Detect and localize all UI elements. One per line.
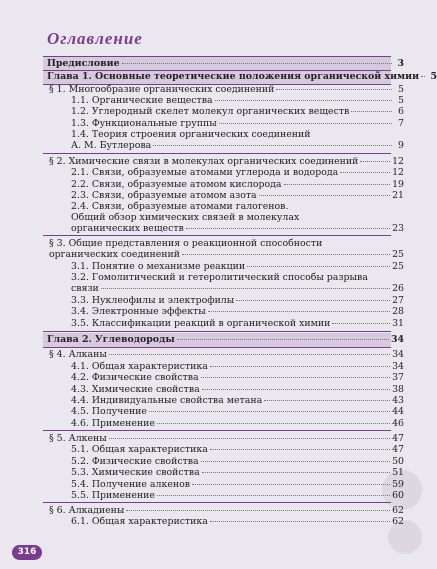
toc-entry-page: 19 xyxy=(392,179,404,190)
toc-entry-page: 25 xyxy=(392,249,404,260)
dot-leader xyxy=(264,400,390,401)
toc-entry-title: § 2. Химические связи в молекулах органических соединений xyxy=(49,156,359,167)
divider-rule xyxy=(43,153,391,154)
toc-subsection-row[interactable] xyxy=(71,490,404,501)
toc-subsection-row[interactable] xyxy=(71,190,404,201)
toc-subsection-row[interactable] xyxy=(71,384,404,395)
toc-entry-title: 4.5. Получение xyxy=(71,406,147,417)
toc-entry-title: 6.1. Общая характеристика xyxy=(71,516,208,527)
divider-rule xyxy=(43,347,391,348)
toc-entry-page: 12 xyxy=(392,156,404,167)
toc-entry-title: § 4. Алканы xyxy=(49,349,107,360)
toc-subsection-row[interactable] xyxy=(71,516,404,527)
dot-leader xyxy=(284,184,391,185)
toc-subsection-row[interactable] xyxy=(71,140,404,151)
toc-entry-page: 6 xyxy=(398,106,404,117)
toc-section-row[interactable] xyxy=(49,249,404,260)
toc-entry-page: 50 xyxy=(392,456,404,467)
toc-entry-page: 47 xyxy=(392,444,404,455)
toc-entry-page: 62 xyxy=(392,505,404,516)
toc-entry-title: 4.4. Индивидуальные свойства метана xyxy=(71,395,263,406)
divider-rule xyxy=(43,430,391,431)
toc-section-row[interactable] xyxy=(49,156,404,167)
toc-subsection-row[interactable] xyxy=(71,118,404,129)
toc-entry-page: 51 xyxy=(392,467,404,478)
dot-leader xyxy=(126,510,390,511)
toc-entry-title: § 1. Многообразие органических соединений xyxy=(49,84,275,95)
dot-leader xyxy=(157,495,390,496)
toc-entry-page: 62 xyxy=(392,516,404,527)
toc-entry-title: 1.3. Функциональные группы xyxy=(71,118,217,129)
toc-entry-page: 34 xyxy=(392,361,404,372)
toc-entry-title: 2.1. Связи, образуемые атомами углерода и водорода xyxy=(71,167,339,178)
page-number-badge: 316 xyxy=(12,545,42,560)
toc-section-row[interactable] xyxy=(49,433,404,444)
divider-rule xyxy=(43,56,391,57)
dot-leader xyxy=(149,411,390,412)
dot-leader xyxy=(210,366,390,367)
toc-entry-page: 23 xyxy=(392,223,404,234)
toc-entry-page: 34 xyxy=(392,349,404,360)
toc-subsection-row[interactable] xyxy=(71,261,404,272)
toc-entry-page: 7 xyxy=(398,118,404,129)
toc-entry-title: 2.2. Связи, образуемые атомом кислорода xyxy=(71,179,282,190)
toc-entry-title: 5.5. Применение xyxy=(71,490,155,501)
toc-entry-page: 46 xyxy=(392,418,404,429)
toc-entry-title: § 3. Общие представления о реакционной способности xyxy=(49,238,323,249)
toc-entry-title: 3.2. Гомолитический и гетеролитический способы разрыва xyxy=(71,272,368,283)
dot-leader xyxy=(215,100,392,101)
toc-entry-title: § 6. Алкадиены xyxy=(49,505,125,516)
dot-leader xyxy=(360,161,390,162)
toc-entry-title: А. М. Бутлерова xyxy=(71,140,152,151)
toc-entry-page: 5 xyxy=(430,71,437,82)
toc-entry-page: 60 xyxy=(392,490,404,501)
toc-entry-page: 44 xyxy=(392,406,404,417)
toc-section-row[interactable] xyxy=(49,238,404,249)
dot-leader xyxy=(276,89,392,90)
dot-leader xyxy=(101,288,390,289)
dot-leader xyxy=(177,339,389,340)
divider-rule xyxy=(43,331,391,332)
toc-entry-title: 1.2. Углеродный скелет молекул органических веществ xyxy=(71,106,350,117)
toc-entry-page: 25 xyxy=(392,261,404,272)
toc-subsection-row[interactable] xyxy=(71,406,404,417)
dot-leader xyxy=(332,323,390,324)
toc-entry-title: § 5. Алкены xyxy=(49,433,107,444)
toc-subsection-row[interactable] xyxy=(71,318,404,329)
toc-subsection-row[interactable] xyxy=(71,223,404,234)
toc-section-row[interactable] xyxy=(49,349,404,360)
toc-section-row[interactable] xyxy=(49,505,404,516)
toc-subsection-row[interactable] xyxy=(71,129,404,140)
dot-leader xyxy=(122,63,392,64)
dot-leader xyxy=(340,172,390,173)
toc-entry-page: 9 xyxy=(398,140,404,151)
toc-entry-title: 1.4. Теория строения органических соединений xyxy=(71,129,311,140)
toc-entry-page: 27 xyxy=(392,295,404,306)
toc-entry-title: 3.1. Понятие о механизме реакции xyxy=(71,261,246,272)
toc-entry-page: 5 xyxy=(398,84,404,95)
toc-entry-title: 4.3. Химические свойства xyxy=(71,384,200,395)
toc-entry-title: 4.6. Применение xyxy=(71,418,155,429)
toc-subsection-row[interactable] xyxy=(71,479,404,490)
toc-entry-page: 47 xyxy=(392,433,404,444)
dot-leader xyxy=(351,111,392,112)
dot-leader xyxy=(202,472,390,473)
toc-subsection-row[interactable] xyxy=(71,167,404,178)
toc-subsection-row[interactable] xyxy=(71,201,404,212)
toc-entry-title: 5.2. Физические свойства xyxy=(71,456,199,467)
toc-entry-page: 21 xyxy=(392,190,404,201)
toc-entry-title: 5.4. Получение алкенов xyxy=(71,479,191,490)
dot-leader xyxy=(236,300,390,301)
toc-entry-page: 12 xyxy=(392,167,404,178)
toc-entry-page: 34 xyxy=(390,334,404,345)
toc-entry-page: 37 xyxy=(392,372,404,383)
dot-leader xyxy=(186,228,390,229)
dot-leader xyxy=(208,311,390,312)
divider-rule xyxy=(43,235,391,236)
toc-entry-page: 43 xyxy=(392,395,404,406)
toc-entry-title: органических соединений xyxy=(49,249,181,260)
toc-entry-title: 3.3. Нуклеофилы и электрофилы xyxy=(71,295,235,306)
toc-entry-page: 5 xyxy=(398,95,404,106)
toc-entry-title: 4.2. Физические свойства xyxy=(71,372,199,383)
toc-subsection-row[interactable] xyxy=(71,306,404,317)
dot-leader xyxy=(153,145,392,146)
toc-subsection-row[interactable] xyxy=(71,212,404,223)
page-title: Оглавление xyxy=(47,29,143,48)
toc-chapter-row[interactable] xyxy=(47,58,404,69)
toc-entry-title: 5.1. Общая характеристика xyxy=(71,444,208,455)
toc-entry-page: 31 xyxy=(392,318,404,329)
toc-subsection-row[interactable] xyxy=(71,272,404,283)
toc-entry-title: 3.5. Классификации реакций в органической химии xyxy=(71,318,331,329)
divider-rule xyxy=(43,502,391,503)
toc-section-row[interactable] xyxy=(49,84,404,95)
dot-leader xyxy=(192,484,390,485)
dot-leader xyxy=(109,438,390,439)
toc-chapter-row[interactable] xyxy=(47,334,404,345)
toc-subsection-row[interactable] xyxy=(71,467,404,478)
dot-leader xyxy=(109,354,390,355)
dot-leader xyxy=(421,76,425,77)
toc-entry-title: 1.1. Органические вещества xyxy=(71,95,213,106)
dot-leader xyxy=(210,449,390,450)
toc-entry-title: Общий обзор химических связей в молекулах xyxy=(71,212,300,223)
toc-entry-title: органических веществ xyxy=(71,223,184,234)
toc-subsection-row[interactable] xyxy=(71,456,404,467)
dot-leader xyxy=(202,389,390,390)
dot-leader xyxy=(210,521,390,522)
dot-leader xyxy=(247,266,390,267)
toc-entry-title: 4.1. Общая характеристика xyxy=(71,361,208,372)
toc-entry-title: 2.4. Связи, образуемые атомами галогенов. xyxy=(71,201,289,212)
toc-subsection-row[interactable] xyxy=(71,395,404,406)
dot-leader xyxy=(157,423,390,424)
toc-entry-title: Предисловие xyxy=(47,58,120,69)
toc-subsection-row[interactable] xyxy=(71,106,404,117)
toc-subsection-row[interactable] xyxy=(71,361,404,372)
toc-subsection-row[interactable] xyxy=(71,372,404,383)
toc-entry-title: 2.3. Связи, образуемые атомом азота xyxy=(71,190,257,201)
toc-chapter-row[interactable] xyxy=(47,71,437,82)
toc-entry-page: 28 xyxy=(392,306,404,317)
dot-leader xyxy=(201,377,390,378)
dot-leader xyxy=(219,123,392,124)
toc-entry-title: Глава 2. Углеводороды xyxy=(47,334,175,345)
toc-subsection-row[interactable] xyxy=(71,444,404,455)
toc-subsection-row[interactable] xyxy=(71,95,404,106)
toc-entry-title: 5.3. Химические свойства xyxy=(71,467,200,478)
toc-subsection-row[interactable] xyxy=(71,179,404,190)
toc-entry-page: 26 xyxy=(392,283,404,294)
toc-entry-title: 3.4. Электронные эффекты xyxy=(71,306,206,317)
dot-leader xyxy=(182,254,390,255)
toc-entry-page: 3 xyxy=(397,58,404,69)
dot-leader xyxy=(201,461,390,462)
dot-leader xyxy=(259,195,390,196)
toc-entry-title: Глава 1. Основные теоретические положения органической химии xyxy=(47,71,420,82)
toc-subsection-row[interactable] xyxy=(71,418,404,429)
toc-entry-page: 59 xyxy=(392,479,404,490)
toc-subsection-row[interactable] xyxy=(71,283,404,294)
toc-subsection-row[interactable] xyxy=(71,295,404,306)
toc-entry-page: 38 xyxy=(392,384,404,395)
toc-entry-title: связи xyxy=(71,283,99,294)
